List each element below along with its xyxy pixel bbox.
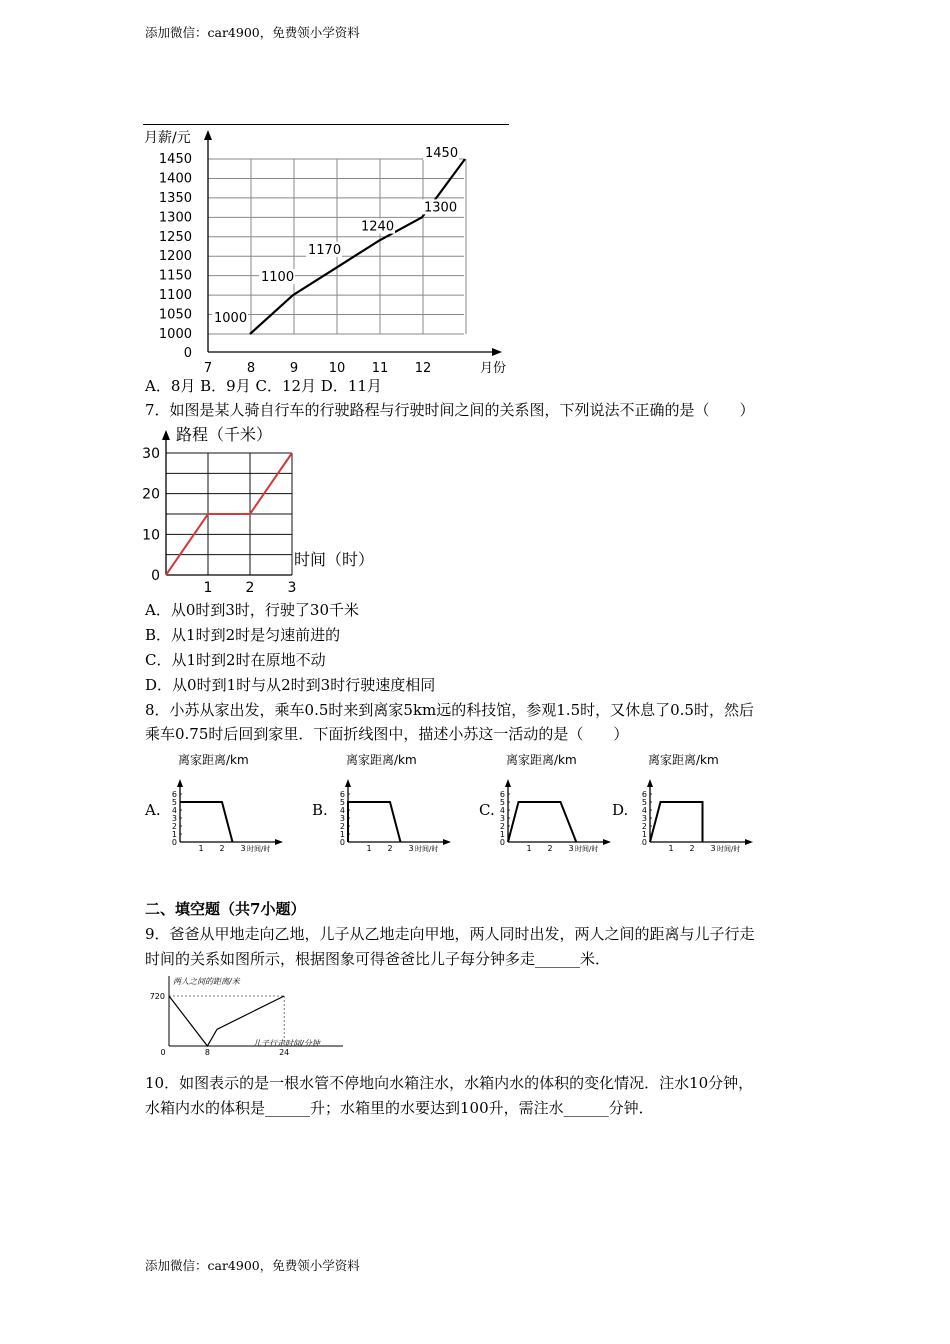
- point-label: 1300: [424, 200, 458, 216]
- x-tick-label: 2: [387, 844, 393, 853]
- section2-title: 二、填空题（共7小题）: [145, 900, 306, 918]
- y-axis-arrow: [647, 779, 653, 787]
- page-footer: 添加微信：car4900，免费领小学资料: [145, 1258, 360, 1273]
- x-tick-label: 2: [689, 844, 695, 853]
- q8-line1: 8．小苏从家出发，乘车0.5时来到离家5km远的科技馆，参观1.5时，又休息了0.5时，然后: [145, 701, 754, 719]
- y-tick-label: 3: [171, 814, 177, 823]
- top-rule: [143, 124, 509, 125]
- y-tick-label: 2: [339, 822, 345, 831]
- x-axis-label: 时间/时: [247, 845, 271, 853]
- x-axis-arrow: [745, 839, 753, 845]
- y-tick-label: 1400: [158, 171, 192, 187]
- salary-line-group: [250, 159, 465, 334]
- y-tick-label: 6: [499, 790, 505, 799]
- y-tick-label: 3: [641, 814, 647, 823]
- x-tick-label: 12: [414, 361, 432, 376]
- q7-option-b: B．从1时到2时是匀速前进的: [145, 626, 341, 644]
- x-tick-label: 0: [160, 1048, 166, 1057]
- q7-stem: 7．如图是某人骑自行车的行驶路程与行驶时间之间的关系图，下列说法不正确的是（ ）: [145, 401, 755, 419]
- y-axis-label: 路程（千米）: [176, 425, 273, 444]
- x-tick-label: 1: [668, 844, 674, 853]
- y-tick-label: 2: [499, 822, 505, 831]
- x-tick-label: 8: [204, 1048, 210, 1057]
- y-tick-label: 1250: [158, 229, 192, 245]
- x-tick-label: 2: [245, 580, 255, 596]
- q8-chart-a: [170, 746, 288, 858]
- y-tick-label: 3: [339, 814, 345, 823]
- y-tick-label: 0: [171, 838, 177, 847]
- q8-chart-c: [498, 746, 616, 858]
- y-tick-label: 5: [171, 798, 177, 807]
- x-tick-label: 3: [287, 580, 297, 596]
- x-tick-label: 2: [547, 844, 553, 853]
- point-label: 1450: [425, 146, 459, 161]
- y-tick-label: 5: [499, 798, 505, 807]
- point-label: 1240: [361, 219, 395, 235]
- x-axis-arrow: [275, 839, 283, 845]
- x-tick-label: 8: [246, 361, 256, 376]
- y-tick-label: 6: [171, 790, 177, 799]
- x-tick-label: 11: [371, 361, 389, 376]
- y-tick-label: 1100: [158, 288, 192, 304]
- q8-line: [180, 802, 233, 842]
- x-tick-label: 10: [328, 361, 346, 376]
- x-tick-label: 7: [203, 361, 213, 376]
- bike-labels: [142, 425, 374, 596]
- x-axis-label: 时间/时: [575, 845, 599, 853]
- point-label: 1000: [214, 311, 248, 326]
- x-axis-arrow: [492, 348, 502, 356]
- y-axis-arrow: [204, 130, 212, 140]
- y-axis-label: 离家距离/km: [506, 753, 577, 767]
- x-axis-label: 时间/时: [415, 845, 439, 853]
- y-axis-label: 两人之间的距离/米: [173, 977, 240, 986]
- salary-axes: [204, 130, 502, 356]
- y-tick-label: 4: [171, 806, 177, 815]
- y-axis-arrow: [345, 779, 351, 787]
- q8-line: [348, 802, 401, 842]
- y-tick-label: 6: [339, 790, 345, 799]
- x-tick-label: 1: [198, 844, 204, 853]
- y-tick-label: 1050: [158, 307, 192, 323]
- y-tick-label: 1350: [158, 190, 192, 206]
- y-tick-label: 2: [171, 822, 177, 831]
- x-tick-label: 3: [408, 844, 414, 853]
- y-axis-arrow: [162, 430, 170, 440]
- y-tick-label: 6: [641, 790, 647, 799]
- q10-line1: 10．如图表示的是一根水管不停地向水箱注水，水箱内水的体积的变化情况．注水10分钟，: [145, 1074, 754, 1092]
- y-axis-label: 离家距离/km: [178, 753, 249, 767]
- x-axis-label: 时间（时）: [294, 550, 375, 569]
- page-header: 添加微信：car4900，免费领小学资料: [145, 25, 360, 40]
- x-axis-label: 月份: [480, 361, 507, 376]
- y-tick-label: 20: [142, 486, 160, 503]
- y-tick-label: 1: [641, 830, 647, 839]
- y-axis-label: 离家距离/km: [346, 753, 417, 767]
- y-axis-arrow: [177, 779, 183, 787]
- y-tick-label: 1: [339, 830, 345, 839]
- y-tick-label: 2: [641, 822, 647, 831]
- x-tick-label: 24: [279, 1048, 290, 1057]
- q8-option-a-label: A.: [145, 801, 161, 819]
- y-axis-arrow: [505, 779, 511, 787]
- q8-line: [650, 802, 703, 842]
- x-axis-arrow: [443, 839, 451, 845]
- q8-chart-b: [338, 746, 456, 858]
- q9-group: [150, 976, 343, 1057]
- y-tick-label: 1450: [158, 152, 192, 167]
- x-axis-arrow: [603, 839, 611, 845]
- y-tick-label: 4: [339, 806, 345, 815]
- x-tick-label: 1: [203, 580, 213, 596]
- y-tick-label: 4: [641, 806, 647, 815]
- x-tick-label: 2: [219, 844, 225, 853]
- y-tick-label: 5: [339, 798, 345, 807]
- y-tick-label: 1: [499, 830, 505, 839]
- y-tick-label: 3: [499, 814, 505, 823]
- q8-option-c-label: C.: [479, 801, 495, 819]
- y-axis-label: 离家距离/km: [648, 753, 719, 767]
- bike-chart: [140, 420, 380, 598]
- x-tick-label: 3: [568, 844, 574, 853]
- y-axis-label: 月薪/元: [144, 130, 191, 146]
- y-tick-label: 10: [142, 527, 160, 544]
- x-tick-label: 1: [366, 844, 372, 853]
- y-tick-label: 0: [339, 838, 345, 847]
- y-tick-label: 0: [641, 838, 647, 847]
- x-axis-label: 时间/时: [717, 845, 741, 853]
- q8-line: [508, 802, 576, 842]
- point-label: 1100: [261, 270, 295, 286]
- y-tick-label: 0: [151, 568, 160, 584]
- y-tick-label: 1200: [158, 249, 192, 265]
- y-tick-label: 720: [149, 992, 165, 1001]
- salary-labels: [144, 129, 506, 376]
- q7-option-c: C．从1时到2时在原地不动: [145, 651, 326, 669]
- y-tick-label: 0: [499, 838, 505, 847]
- point-label: 1170: [308, 242, 342, 258]
- y-tick-label: 30: [142, 446, 160, 462]
- y-tick-label: 0: [183, 346, 192, 361]
- q7-option-a: A．从0时到3时，行驶了30千米: [145, 601, 360, 619]
- x-tick-label: 1: [526, 844, 532, 853]
- q9-line1: 9．爸爸从甲地走向乙地，儿子从乙地走向甲地，两人同时出发，两人之间的距离与儿子行走: [145, 925, 755, 943]
- q8-option-d-label: D.: [612, 801, 629, 819]
- y-tick-label: 1150: [158, 268, 192, 284]
- q9-chart: [143, 970, 353, 1060]
- q9-line2: 时间的关系如图所示，根据图象可得爸爸比儿子每分钟多走______米．: [145, 950, 611, 968]
- y-tick-label: 4: [499, 806, 505, 815]
- y-tick-label: 5: [641, 798, 647, 807]
- x-axis-label: 儿子行走时间/分钟: [253, 1039, 320, 1048]
- x-tick-label: 9: [289, 361, 299, 376]
- x-tick-label: 3: [240, 844, 246, 853]
- q8-option-b-label: B.: [312, 801, 328, 819]
- q10-line2: 水箱内水的体积是______升；水箱里的水要达到100升，需注水______分钟．: [145, 1099, 654, 1117]
- q7-option-d: D．从0时到1时与从2时到3时行驶速度相同: [145, 676, 436, 694]
- x-tick-label: 3: [710, 844, 716, 853]
- salary-line: [250, 159, 465, 334]
- q8-line2: 乘车0.75时后回到家里．下面折线图中，描述小苏这一活动的是（ ）: [145, 725, 629, 743]
- y-tick-label: 1: [171, 830, 177, 839]
- y-tick-label: 1300: [158, 210, 192, 226]
- q6-options: A．8月 B．9月 C．12月 D．11月: [145, 377, 382, 395]
- y-tick-label: 1000: [158, 327, 192, 342]
- q8-chart-d: [640, 746, 758, 858]
- salary-chart: [140, 126, 520, 378]
